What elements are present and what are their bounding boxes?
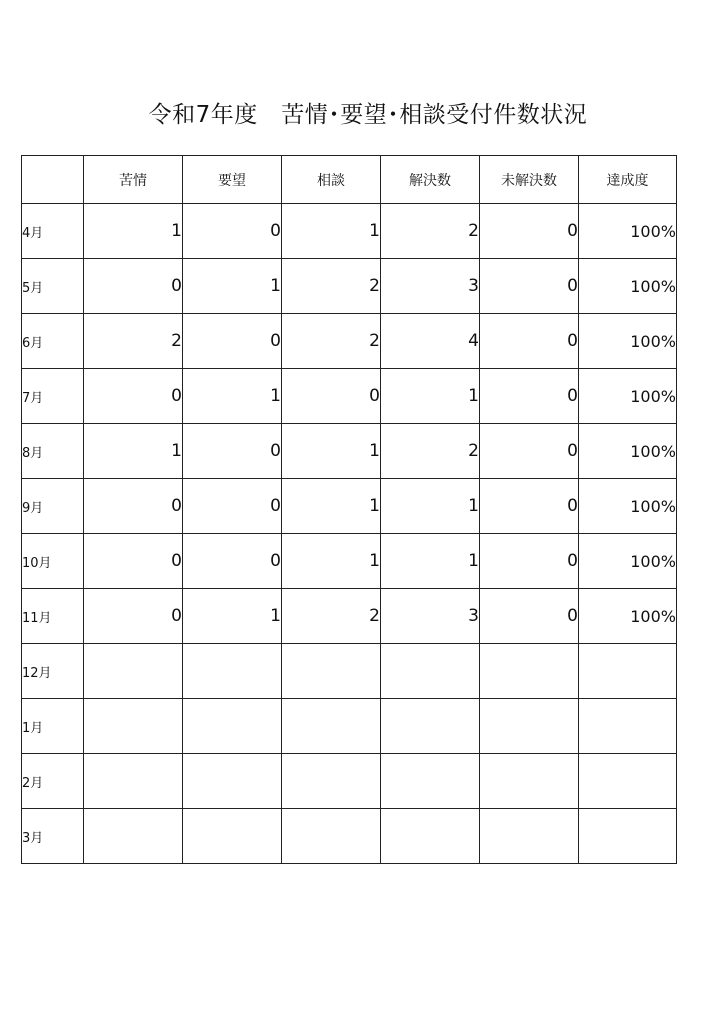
- table-row: [22, 204, 677, 259]
- month-label: 1月: [22, 699, 84, 754]
- cell-resolved: 2: [381, 424, 480, 479]
- month-label: 4月: [22, 204, 84, 259]
- cell-unresolved: 0: [480, 314, 579, 369]
- cell-resolved: [381, 644, 480, 699]
- cell-complaints: 2: [84, 314, 183, 369]
- header-unresolved: 未解決数: [480, 156, 579, 204]
- month-label: 12月: [22, 644, 84, 699]
- table-row: [22, 534, 677, 589]
- cell-requests: 1: [183, 589, 282, 644]
- cell-achievement: [579, 809, 677, 864]
- month-label: 10月: [22, 534, 84, 589]
- month-label: 8月: [22, 424, 84, 479]
- cell-complaints: 0: [84, 534, 183, 589]
- cell-requests: [183, 809, 282, 864]
- cell-requests: 0: [183, 204, 282, 259]
- cell-achievement: [579, 699, 677, 754]
- month-label: 6月: [22, 314, 84, 369]
- cell-unresolved: 0: [480, 534, 579, 589]
- cell-complaints: 0: [84, 589, 183, 644]
- cell-complaints: [84, 754, 183, 809]
- cell-requests: [183, 644, 282, 699]
- month-label: 5月: [22, 259, 84, 314]
- cell-unresolved: 0: [480, 204, 579, 259]
- table-row: [22, 699, 677, 754]
- table-row: [22, 479, 677, 534]
- cell-unresolved: [480, 809, 579, 864]
- cell-resolved: [381, 754, 480, 809]
- cell-resolved: 4: [381, 314, 480, 369]
- month-label: 7月: [22, 369, 84, 424]
- cell-complaints: [84, 644, 183, 699]
- header-row: [22, 156, 677, 204]
- cell-unresolved: 0: [480, 479, 579, 534]
- cell-unresolved: [480, 699, 579, 754]
- cell-requests: [183, 754, 282, 809]
- cell-complaints: [84, 699, 183, 754]
- cell-achievement: [579, 754, 677, 809]
- cell-unresolved: [480, 754, 579, 809]
- cell-complaints: [84, 809, 183, 864]
- cell-requests: 0: [183, 424, 282, 479]
- header-consultations: 相談: [282, 156, 381, 204]
- table-row: [22, 314, 677, 369]
- table-row: [22, 369, 677, 424]
- header-requests: 要望: [183, 156, 282, 204]
- cell-complaints: 0: [84, 369, 183, 424]
- header-corner: [22, 156, 84, 204]
- cell-resolved: 3: [381, 589, 480, 644]
- complaint-status-table: [21, 155, 677, 864]
- table-row: [22, 589, 677, 644]
- month-label: 3月: [22, 809, 84, 864]
- cell-unresolved: [480, 644, 579, 699]
- cell-consultations: [282, 809, 381, 864]
- cell-unresolved: 0: [480, 259, 579, 314]
- cell-requests: 1: [183, 369, 282, 424]
- header-achievement: 達成度: [579, 156, 677, 204]
- table-row: [22, 644, 677, 699]
- month-label: 9月: [22, 479, 84, 534]
- cell-complaints: 0: [84, 479, 183, 534]
- cell-resolved: [381, 699, 480, 754]
- cell-consultations: 1: [282, 534, 381, 589]
- cell-consultations: 1: [282, 424, 381, 479]
- header-complaints: 苦情: [84, 156, 183, 204]
- cell-requests: [183, 699, 282, 754]
- cell-achievement: 100%: [579, 479, 677, 534]
- cell-requests: 0: [183, 314, 282, 369]
- cell-achievement: [579, 644, 677, 699]
- cell-achievement: 100%: [579, 534, 677, 589]
- cell-resolved: 1: [381, 369, 480, 424]
- cell-requests: 0: [183, 534, 282, 589]
- header-resolved: 解決数: [381, 156, 480, 204]
- cell-achievement: 100%: [579, 589, 677, 644]
- cell-unresolved: 0: [480, 369, 579, 424]
- cell-consultations: 1: [282, 204, 381, 259]
- cell-requests: 0: [183, 479, 282, 534]
- cell-consultations: 2: [282, 259, 381, 314]
- month-label: 2月: [22, 754, 84, 809]
- cell-unresolved: 0: [480, 424, 579, 479]
- cell-consultations: 1: [282, 479, 381, 534]
- table-row: [22, 424, 677, 479]
- cell-consultations: 2: [282, 314, 381, 369]
- cell-complaints: 0: [84, 259, 183, 314]
- table-row: [22, 809, 677, 864]
- cell-resolved: 1: [381, 479, 480, 534]
- cell-resolved: [381, 809, 480, 864]
- cell-achievement: 100%: [579, 204, 677, 259]
- cell-consultations: 0: [282, 369, 381, 424]
- cell-resolved: 2: [381, 204, 480, 259]
- document-title: 令和7年度 苦情･要望･相談受付件数状況: [148, 102, 588, 128]
- cell-achievement: 100%: [579, 259, 677, 314]
- cell-requests: 1: [183, 259, 282, 314]
- cell-achievement: 100%: [579, 314, 677, 369]
- cell-resolved: 3: [381, 259, 480, 314]
- table-body: [22, 204, 677, 864]
- cell-achievement: 100%: [579, 424, 677, 479]
- cell-complaints: 1: [84, 204, 183, 259]
- cell-achievement: 100%: [579, 369, 677, 424]
- table-row: [22, 754, 677, 809]
- cell-consultations: [282, 699, 381, 754]
- table-row: [22, 259, 677, 314]
- cell-consultations: [282, 644, 381, 699]
- month-label: 11月: [22, 589, 84, 644]
- cell-complaints: 1: [84, 424, 183, 479]
- cell-consultations: [282, 754, 381, 809]
- cell-resolved: 1: [381, 534, 480, 589]
- cell-consultations: 2: [282, 589, 381, 644]
- cell-unresolved: 0: [480, 589, 579, 644]
